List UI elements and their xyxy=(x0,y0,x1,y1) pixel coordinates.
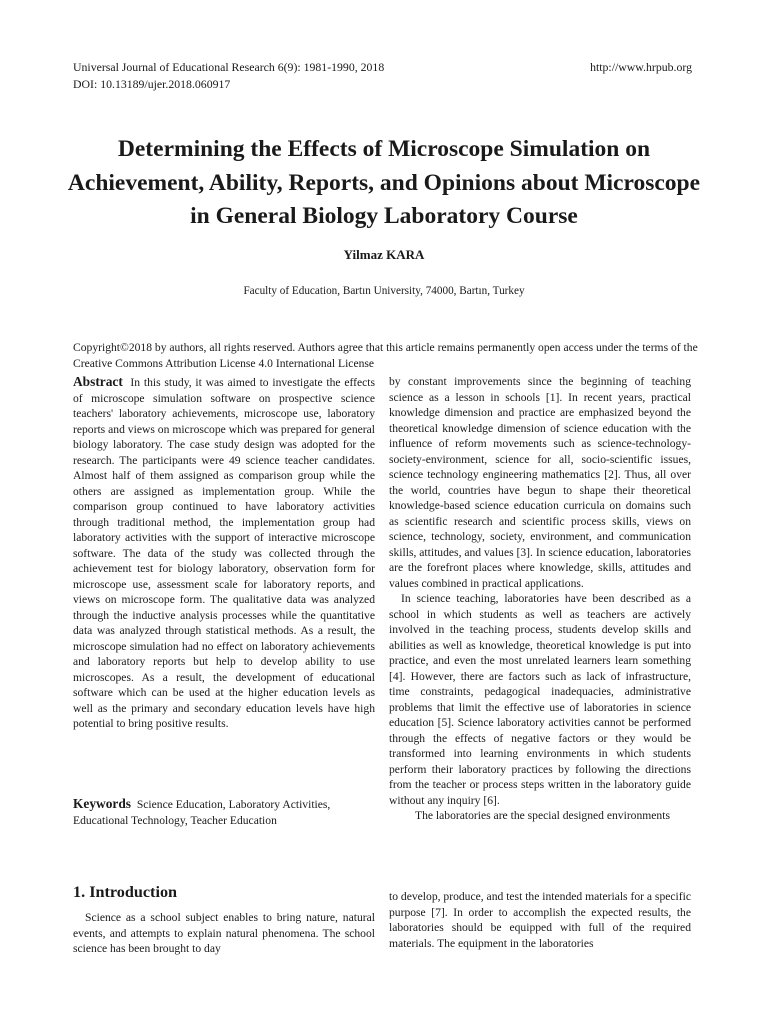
keywords-block xyxy=(73,796,375,828)
body-paragraph: to develop, produce, and test the intended materials for a specific purpose [7]. In order to accomplish the expected results, the laboratories should be equipped with full of the required materials. The equipment in the laboratories xyxy=(389,890,691,950)
journal-citation: Universal Journal of Educational Research 6(9): 1981-1990, 2018 xyxy=(73,60,385,74)
article-title: Determining the Effects of Microscope Simulation on Achievement, Ability, Reports, and Opinions about Microscope in General Biology Laboratory Course xyxy=(67,136,701,229)
author-name: Yilmaz KARA xyxy=(343,247,425,262)
keywords-text: Science Education, Laboratory Activities, Educational Technology, Teacher Education xyxy=(73,798,331,827)
abstract-heading: Abstract xyxy=(73,374,123,389)
abstract-text: In this study, it was aimed to investigate the effects of microscope simulation software on prospective science teachers' laboratory achievements, microscope use, laboratory reports and views on microscope which was prepared for general biology laboratory. The case study design was adopted for the research. The participants were 49 science teacher candidates. Almost half of them assigned as comparison group while the others are assigned as implementation group. While the comparison group continued to have laboratory activities through traditional method, the implementation group had laboratory activities with the support of interactive microscope software. The data of the study was collected through the achievement test for biology laboratory, observation form for microscope use, assessment scale for laboratory reports, and views on microscope form. The qualitative data was analyzed through the inductive analysis processes while the quantitative data was analyzed through statistical methods. As a result, the microscope simulation had no effect on laboratory achievements and laboratory reports but help to develop ability to use microscopes. As a result, the development of educational software which can be used at the higher education levels as well as the primary and secondary education levels have high potential to bring positive results. xyxy=(73,376,375,730)
copyright-notice: Copyright©2018 by authors, all rights reserved. Authors agree that this article remains permanently open access under the terms of the Creative Commons Attribution License 4.0 International License xyxy=(73,341,698,370)
doi-text[interactable]: DOI: 10.13189/ujer.2018.060917 xyxy=(73,77,231,91)
author-affiliation: Faculty of Education, Bartın University, 74000, Bartın, Turkey xyxy=(243,285,525,297)
body-paragraph: In science teaching, laboratories have been described as a school in which students as well as teachers are actively involved in the teaching process, students develop skills and abilities as well as knowledge, theoretical knowledge is put into practice, and even the most unrelated learners learn something [4]. However, there are factors such as lack of infrastructure, time constraints, pedagogical inadequacies, administrative problems that limit the effective use of laboratories in science education [5]. Science laboratory activities cannot be performed through the effects of negative factors or they would be transformed into learning environments in which students perform their laboratory practices by following the directions from the teacher or process steps written in the laboratory guide without any inquiry [6]. xyxy=(389,592,691,807)
right-column xyxy=(389,374,691,824)
abstract-block xyxy=(73,374,375,732)
keywords-heading: Keywords xyxy=(73,796,132,811)
body-paragraph: by constant improvements since the beginning of teaching science as a lesson in schools [1]. In recent years, practical knowledge dimension and practice are emphasized beyond the theoretical knowledge dimension of science education with the influence of reform movements such as science-technology-society-environment, science for all, socio-scientific issues, science technology engineering mathematics [2]. Thus, all over the world, countries have begun to shape their theoretical knowledge-based science education curricula on domains such as scientific research and scientific process skills, views on science, technology, society, environment, and communication skills, attitudes, and values [3]. In science education, laboratories are the forefront places where knowledge, skills, attitudes and values combined in practical applications. xyxy=(389,375,691,590)
introduction-paragraph: Science as a school subject enables to bring nature, natural events, and attempts to explain natural phenomena. The school science has been brought to day xyxy=(73,911,375,955)
introduction-heading-block xyxy=(73,882,375,902)
body-paragraph: The laboratories are the special designed environments xyxy=(415,809,670,822)
introduction-left-text-block xyxy=(73,910,375,957)
journal-url[interactable]: http://www.hrpub.org xyxy=(590,60,692,74)
right-column-continued xyxy=(389,889,691,951)
section-heading: 1. Introduction xyxy=(73,883,178,901)
journal-header xyxy=(73,59,384,93)
